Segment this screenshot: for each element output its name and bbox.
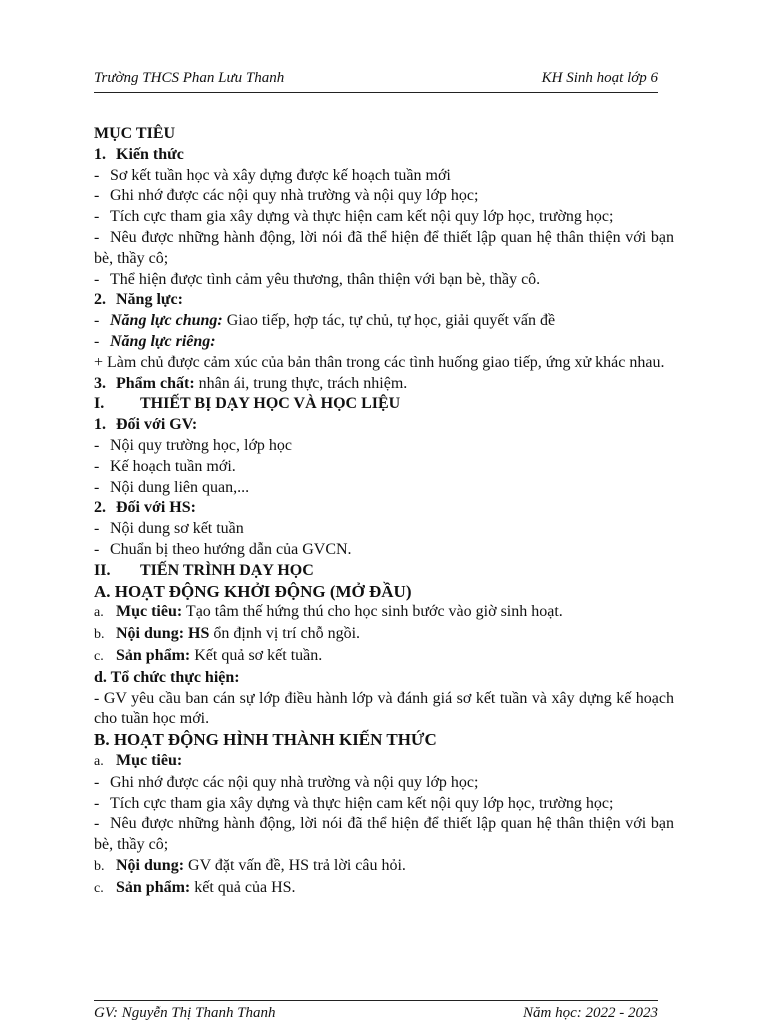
knowledge-heading: 1. Kiến thức xyxy=(94,145,184,163)
activity-b-content: b. Nội dung: GV đặt vấn đề, HS trả lời câu hỏi. xyxy=(94,856,406,874)
specific-competence-text: + Làm chủ được cảm xúc của bản thân trong các tình huống giao tiếp, ứng xử khác nhau. xyxy=(94,353,665,371)
teacher-name: GV: Nguyễn Thị Thanh Thanh xyxy=(94,1005,276,1021)
list-item: - Nêu được những hành động, lời nói đã thể hiện để thiết lập quan hệ thân thiện với bạn bè, thầy cô; xyxy=(94,228,674,267)
quality-line: 3. Phẩm chất: nhân ái, trung thực, trách nhiệm. xyxy=(94,374,408,392)
activity-a-title: A. HOẠT ĐỘNG KHỞI ĐỘNG (MỞ ĐẦU) xyxy=(94,581,412,601)
school-name: Trường THCS Phan Lưu Thanh xyxy=(94,70,285,86)
specific-competence-label: - Năng lực riêng: xyxy=(94,332,216,350)
list-item: - Ghi nhớ được các nội quy nhà trường và nội quy lớp học; xyxy=(94,773,479,791)
activity-a-org-text: - GV yêu cầu ban cán sự lớp điều hành lớp và đánh giá sơ kết tuần và xây dựng kế hoạch cho tuần học mới. xyxy=(94,689,674,728)
activity-a-content: b. Nội dung: HS ổn định vị trí chỗ ngồi. xyxy=(94,625,361,643)
section-title-objectives: MỤC TIÊU xyxy=(94,125,176,142)
activity-b-goal: a. Mục tiêu: xyxy=(94,751,183,769)
section-title-equipment: I. THIẾT BỊ DẠY HỌC VÀ HỌC LIỆU xyxy=(94,395,401,413)
section-title-process: II. TIẾN TRÌNH DẠY HỌC xyxy=(94,561,314,579)
list-item: - Chuẩn bị theo hướng dẫn của GVCN. xyxy=(94,540,352,558)
gv-heading: 1. Đối với GV: xyxy=(94,416,198,434)
activity-b-product: c. Sản phẩm: kết quả của HS. xyxy=(94,878,296,896)
list-item: - Ghi nhớ được các nội quy nhà trường và nội quy lớp học; xyxy=(94,187,479,205)
page-footer xyxy=(94,1000,658,1022)
activity-a-product: c. Sản phẩm: Kết quả sơ kết tuần. xyxy=(94,646,323,664)
activity-b-title: B. HOẠT ĐỘNG HÌNH THÀNH KIẾN THỨC xyxy=(94,730,437,750)
school-year: Năm học: 2022 - 2023 xyxy=(523,1005,658,1021)
activity-a-goal: a. Mục tiêu: Tạo tâm thế hứng thú cho học sinh bước vào giờ sinh hoạt. xyxy=(94,603,563,621)
list-item: - Nội dung sơ kết tuần xyxy=(94,520,244,538)
list-item: - Thể hiện được tình cảm yêu thương, thân thiện với bạn bè, thầy cô. xyxy=(94,270,541,288)
plan-title: KH Sinh hoạt lớp 6 xyxy=(541,70,658,86)
hs-heading: 2. Đối với HS: xyxy=(94,499,196,517)
list-item: - Nội quy trường học, lớp học xyxy=(94,436,293,454)
competence-heading: 2. Năng lực: xyxy=(94,291,183,309)
list-item: - Nội dung liên quan,... xyxy=(94,478,250,496)
list-item: - Nêu được những hành động, lời nói đã thể hiện để thiết lập quan hệ thân thiện với bạn bè, thầy cô; xyxy=(94,815,674,854)
activity-a-org-heading: d. Tổ chức thực hiện: xyxy=(94,668,240,686)
page-header xyxy=(94,70,658,93)
general-competence: - Năng lực chung: Giao tiếp, hợp tác, tự chủ, tự học, giải quyết vấn đề xyxy=(94,312,556,330)
list-item: - Tích cực tham gia xây dựng và thực hiện cam kết nội quy lớp học, trường học; xyxy=(94,794,614,812)
list-item: - Tích cực tham gia xây dựng và thực hiện cam kết nội quy lớp học, trường học; xyxy=(94,208,614,226)
list-item: - Sơ kết tuần học và xây dựng được kế hoạch tuần mới xyxy=(94,166,451,184)
document-body xyxy=(94,124,674,899)
list-item: - Kế hoạch tuần mới. xyxy=(94,457,236,475)
